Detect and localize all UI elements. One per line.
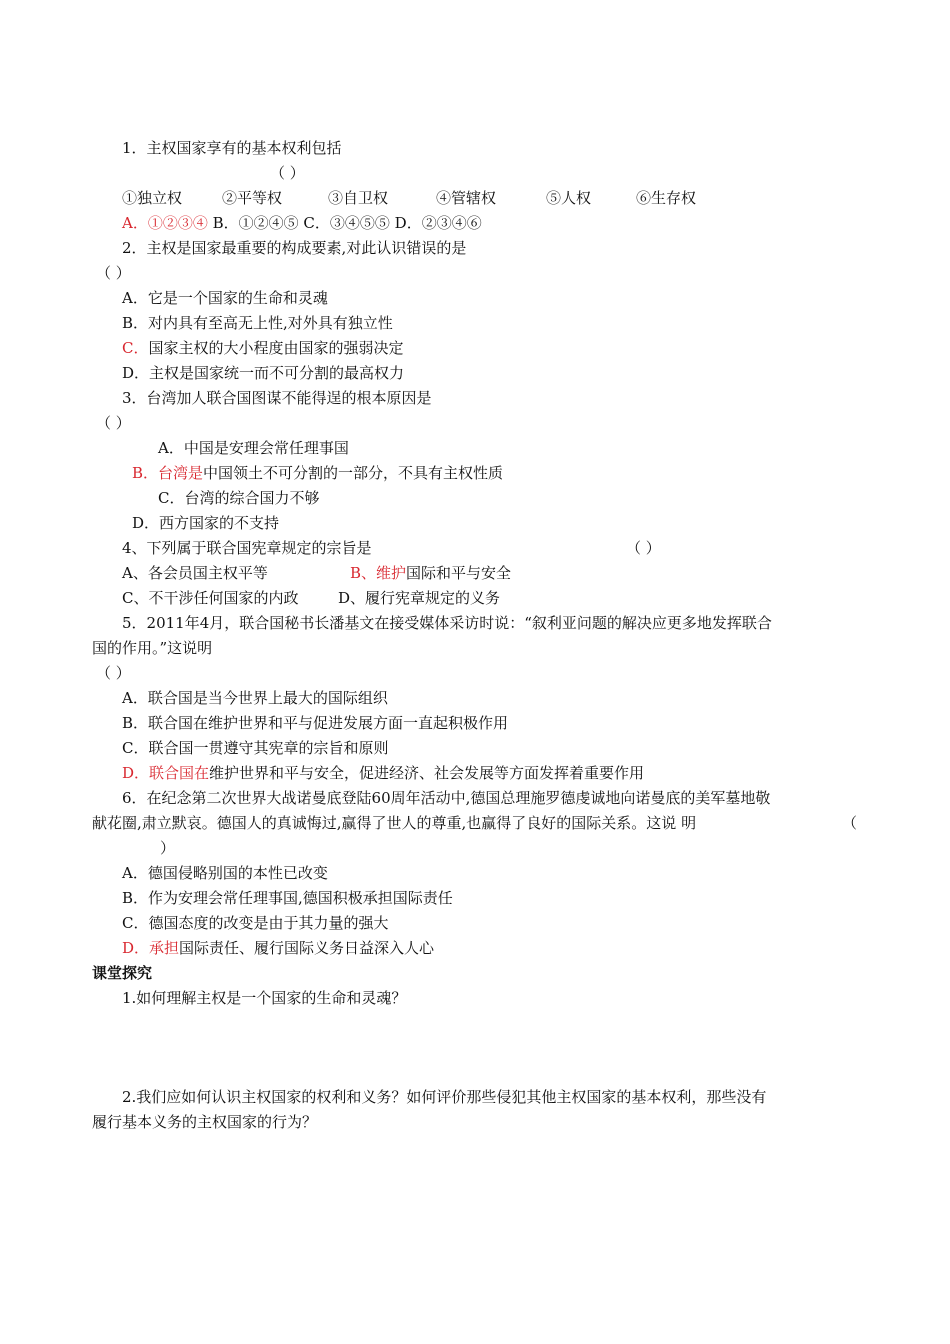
q2-option-c	[122, 338, 404, 358]
q2-option-c-text: 国家主权的大小程度由国家的强弱决定	[148, 339, 404, 357]
q5-option-d	[122, 763, 644, 783]
q2-stem: 2．主权是国家最重要的构成要素,对此认识错误的是	[122, 239, 467, 257]
explore-question-2-line2: 履行基本义务的主权国家的行为？	[92, 1113, 318, 1131]
q6-stem-line2: 献花圈,肃立默哀。德国人的真诚悔过,赢得了世人的尊重,也赢得了良好的国际关系。这说 明	[92, 814, 697, 832]
q4-option-d: D、履行宪章规定的义务	[338, 589, 501, 607]
q5-option-a: A．联合国是当今世界上最大的国际组织	[122, 689, 388, 707]
q1-choice-3: ③自卫权	[328, 189, 389, 207]
q1-other-options: B．①②④⑤ C．③④⑤⑤ D．②③④⑥	[212, 214, 482, 232]
q3-option-b	[132, 463, 503, 483]
q1-options	[122, 213, 482, 233]
q5-stem-line2: 国的作用。”这说明	[92, 639, 213, 657]
q1-choices	[122, 188, 696, 208]
q1-choice-2: ②平等权	[222, 189, 283, 207]
q4-option-b-text: 国际和平与安全	[406, 564, 512, 582]
q4-options-ab	[122, 563, 511, 583]
q4-correct-marker: B、维护	[350, 564, 407, 582]
q3-answer-paren: （ ）	[96, 414, 131, 432]
q4-option-c: C、不干涉任何国家的内政	[122, 589, 299, 607]
q4-option-a: A、各会员国主权平等	[122, 564, 268, 582]
q2-correct-letter: C．	[122, 339, 149, 357]
q1-answer-paren: （ ）	[270, 164, 305, 182]
q1-choice-1: ①独立权	[122, 189, 183, 207]
section-title: 课堂探究	[92, 964, 153, 982]
explore-question-2-line1: 2.我们应如何认识主权国家的权利和义务？如何评价那些侵犯其他主权国家的基本权利，那些没有	[122, 1088, 767, 1106]
q2-option-a: A．它是一个国家的生命和灵魂	[122, 289, 328, 307]
q2-option-b: B．对内具有至高无上性,对外具有独立性	[122, 314, 393, 332]
q2-answer-paren: （ ）	[96, 264, 131, 282]
q4-answer-paren: （ ）	[626, 539, 661, 557]
q1-stem: 1．主权国家享有的基本权利包括	[122, 139, 342, 157]
q6-correct-marker: D．承担	[122, 939, 180, 957]
q1-choice-6: ⑥生存权	[636, 189, 697, 207]
explore-question-1: 1.如何理解主权是一个国家的生命和灵魂？	[122, 989, 407, 1007]
q6-option-c: C．德国态度的改变是由于其力量的强大	[122, 914, 389, 932]
q6-option-d	[122, 938, 434, 958]
q5-answer-paren: （ ）	[96, 664, 131, 682]
q5-option-d-text: 维护世界和平与安全，促进经济、社会发展等方面发挥着重要作用	[209, 764, 645, 782]
q6-option-a: A．德国侵略别国的本性已改变	[122, 864, 328, 882]
q6-option-b: B．作为安理会常任理事国,德国积极承担国际责任	[122, 889, 453, 907]
q6-paren-close: ）	[160, 839, 176, 857]
q5-correct-marker: D．联合国在	[122, 764, 210, 782]
q5-stem-line1: 5．2011年4月，联合国秘书长潘基文在接受媒体采访时说：“叙利亚问题的解决应更多地发挥联合	[122, 614, 772, 632]
q6-stem-line1: 6．在纪念第二次世界大战诺曼底登陆60周年活动中,德国总理施罗德虔诚地向诺曼底的美军墓地敬	[122, 789, 771, 807]
q4-options-cd	[122, 588, 500, 608]
q5-option-b: B．联合国在维护世界和平与促进发展方面一直起积极作用	[122, 714, 509, 732]
q3-option-a: A．中国是安理会常任理事国	[158, 439, 349, 457]
q1-correct-option: A．①②③④	[122, 214, 208, 232]
q3-correct-marker: B．台湾是	[132, 464, 204, 482]
q1-choice-4: ④管辖权	[436, 189, 497, 207]
q3-option-b-text: 中国领土不可分割的一部分，不具有主权性质	[203, 464, 504, 482]
q3-option-d: D．西方国家的不支持	[132, 514, 280, 532]
q4-stem: 4、下列属于联合国宪章规定的宗旨是	[122, 539, 372, 557]
q3-stem: 3．台湾加人联合国图谋不能得逞的根本原因是	[122, 389, 432, 407]
q5-option-c: C．联合国一贯遵守其宪章的宗旨和原则	[122, 739, 389, 757]
q1-choice-5: ⑤人权	[546, 189, 592, 207]
q6-paren-open: （	[842, 814, 858, 832]
q6-option-d-text: 国际责任、履行国际义务日益深入人心	[179, 939, 435, 957]
q2-option-d: D．主权是国家统一而不可分割的最高权力	[122, 364, 405, 382]
q3-option-c: C．台湾的综合国力不够	[158, 489, 320, 507]
